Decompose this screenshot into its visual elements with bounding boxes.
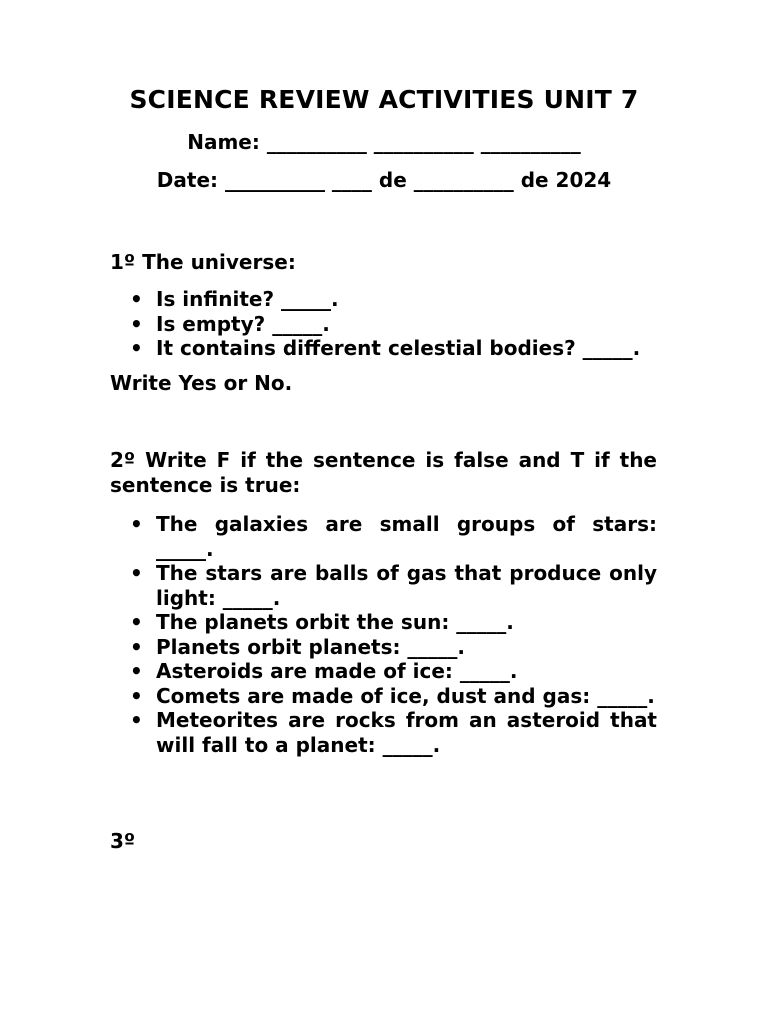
list-item: • The galaxies are small groups of stars: _____. — [110, 512, 657, 561]
question-2-title: 2º Write F if the sentence is false and T if the sentence is true: — [110, 448, 657, 497]
date-line: Date: __________ ____ de __________ de 2024 — [156, 168, 612, 192]
list-item: • The stars are balls of gas that produce only light: _____. — [110, 561, 657, 610]
list-item: • Asteroids are made of ice: _____. — [110, 659, 657, 684]
list-item: • The planets orbit the sun: _____. — [110, 610, 657, 635]
question-3-title: 3º — [110, 829, 136, 853]
list-item: • Is infinite? _____. — [110, 287, 657, 312]
question-2-list — [110, 512, 657, 757]
question-1-title: 1º The universe: — [110, 250, 296, 274]
list-item: • It contains different celestial bodies? _____. — [110, 336, 657, 361]
question-1-list — [110, 287, 657, 361]
list-item: • Meteorites are rocks from an asteroid that will fall to a planet: _____. — [110, 708, 657, 757]
list-item: • Is empty? _____. — [110, 312, 657, 337]
list-item: • Comets are made of ice, dust and gas: _____. — [110, 684, 657, 709]
page-title: SCIENCE REVIEW ACTIVITIES UNIT 7 — [129, 85, 639, 114]
list-item: • Planets orbit planets: _____. — [110, 635, 657, 660]
name-line: Name: __________ __________ __________ — [187, 130, 581, 154]
question-1-instruction: Write Yes or No. — [110, 371, 293, 395]
